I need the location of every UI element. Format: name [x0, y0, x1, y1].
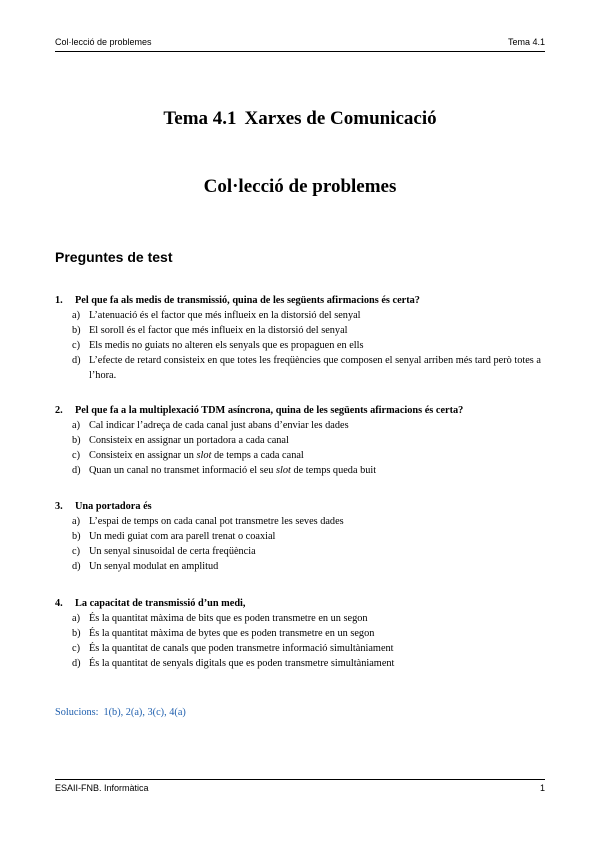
- option-letter: c): [72, 450, 80, 461]
- option-letter: a): [72, 310, 80, 321]
- option-item: [55, 641, 550, 656]
- option-item: [55, 418, 550, 433]
- question-number: 3.: [55, 501, 63, 512]
- option-text-pre: Consisteix en assignar un: [89, 450, 197, 461]
- option-text: Els medis no guiats no alteren els senyals que es propaguen en ells: [89, 340, 364, 351]
- option-letter: d): [72, 658, 81, 669]
- question-heading: [55, 596, 550, 611]
- option-text: És la quantitat màxima de bits que es poden transmetre en un segon: [89, 613, 368, 624]
- option-text: És la quantitat de senyals digitals que es poden transmetre simultàniament: [89, 658, 395, 669]
- question-text: Pel que fa als medis de transmissió, quina de les següents afirmacions és certa?: [75, 295, 420, 306]
- option-item: [55, 323, 550, 338]
- title-name: Xarxes de Comunicació: [244, 108, 437, 129]
- option-item: [55, 338, 550, 353]
- option-text-em: slot: [196, 450, 212, 461]
- option-item: [55, 308, 550, 323]
- solutions-values: 1(b), 2(a), 3(c), 4(a): [103, 707, 186, 718]
- option-item: [55, 611, 550, 626]
- option-text: L’atenuació és el factor que més influeix en la distorsió del senyal: [89, 310, 361, 321]
- option-text: És la quantitat de canals que poden transmetre informació simultàniament: [89, 643, 394, 654]
- solutions: [55, 707, 186, 718]
- option-text: L’espai de temps on cada canal pot transmetre les seves dades: [89, 516, 344, 527]
- option-item: [55, 463, 550, 478]
- option-text: El soroll és el factor que més influeix en la distorsió del senyal: [89, 325, 348, 336]
- document-subtitle: Col·lecció de problemes: [203, 176, 397, 197]
- option-list: [55, 418, 550, 478]
- solutions-label: Solucions:: [55, 707, 99, 718]
- option-list: [55, 514, 550, 574]
- option-letter: d): [72, 465, 81, 476]
- footer-divider: [55, 779, 545, 780]
- document-title: [0, 108, 600, 130]
- option-list: [55, 308, 550, 383]
- option-list: [55, 611, 550, 671]
- option-item: [55, 353, 550, 383]
- header-right: Tema 4.1: [507, 37, 545, 47]
- option-letter: b): [72, 628, 81, 639]
- option-text: Consisteix en assignar un portadora a cada canal: [89, 435, 289, 446]
- page-footer: [55, 783, 545, 797]
- option-item: [55, 529, 550, 544]
- option-letter: d): [72, 355, 81, 366]
- question-number: 2.: [55, 405, 63, 416]
- question-text: La capacitat de transmissió d’un medi,: [75, 598, 246, 609]
- option-text: Un senyal modulat en amplitud: [89, 561, 219, 572]
- option-item: [55, 514, 550, 529]
- title-number: Tema 4.1: [163, 108, 237, 129]
- option-text: L’efecte de retard consisteix en que totes les freqüències que composen el senyal arriben més tard però totes a l’hora.: [89, 355, 541, 381]
- option-item: [55, 626, 550, 641]
- option-text: Un medi guiat com ara parell trenat o coaxial: [89, 531, 276, 542]
- page-number: 1: [539, 783, 545, 793]
- option-text-em: slot: [276, 465, 291, 476]
- option-letter: c): [72, 340, 80, 351]
- question-heading: [55, 293, 550, 308]
- option-text: Un senyal sinusoidal de certa freqüència: [89, 546, 256, 557]
- question-1: [55, 293, 550, 383]
- question-text: Pel que fa a la multiplexació TDM asíncrona, quina de les següents afirmacions és certa?: [75, 405, 464, 416]
- option-item: [55, 433, 550, 448]
- question-number: 4.: [55, 598, 63, 609]
- question-number: 1.: [55, 295, 63, 306]
- option-text-post: de temps queda buit: [290, 465, 377, 476]
- option-item: [55, 559, 550, 574]
- question-2: [55, 403, 550, 478]
- option-letter: b): [72, 325, 81, 336]
- question-3: [55, 499, 550, 574]
- question-heading: [55, 403, 550, 418]
- footer-left: ESAII-FNB. Informàtica: [55, 783, 149, 793]
- header-left: Col·lecció de problemes: [55, 37, 152, 47]
- option-text: És la quantitat màxima de bytes que es poden transmetre en un segon: [89, 628, 375, 639]
- question-heading: [55, 499, 550, 514]
- option-item: [55, 656, 550, 671]
- option-letter: c): [72, 643, 80, 654]
- option-letter: d): [72, 561, 81, 572]
- page-header: [55, 37, 545, 51]
- section-heading: Preguntes de test: [55, 249, 173, 265]
- option-letter: b): [72, 531, 81, 542]
- header-divider: [55, 51, 545, 52]
- option-item: [55, 448, 550, 463]
- option-text: Cal indicar l’adreça de cada canal just abans d’enviar les dades: [89, 420, 349, 431]
- option-letter: c): [72, 546, 80, 557]
- question-text: Una portadora és: [75, 501, 152, 512]
- option-item: [55, 544, 550, 559]
- option-letter: b): [72, 435, 81, 446]
- option-text-pre: Quan un canal no transmet informació el seu: [89, 465, 276, 476]
- option-text-post: de temps a cada canal: [211, 450, 304, 461]
- question-4: [55, 596, 550, 671]
- option-letter: a): [72, 420, 80, 431]
- option-letter: a): [72, 613, 80, 624]
- option-letter: a): [72, 516, 80, 527]
